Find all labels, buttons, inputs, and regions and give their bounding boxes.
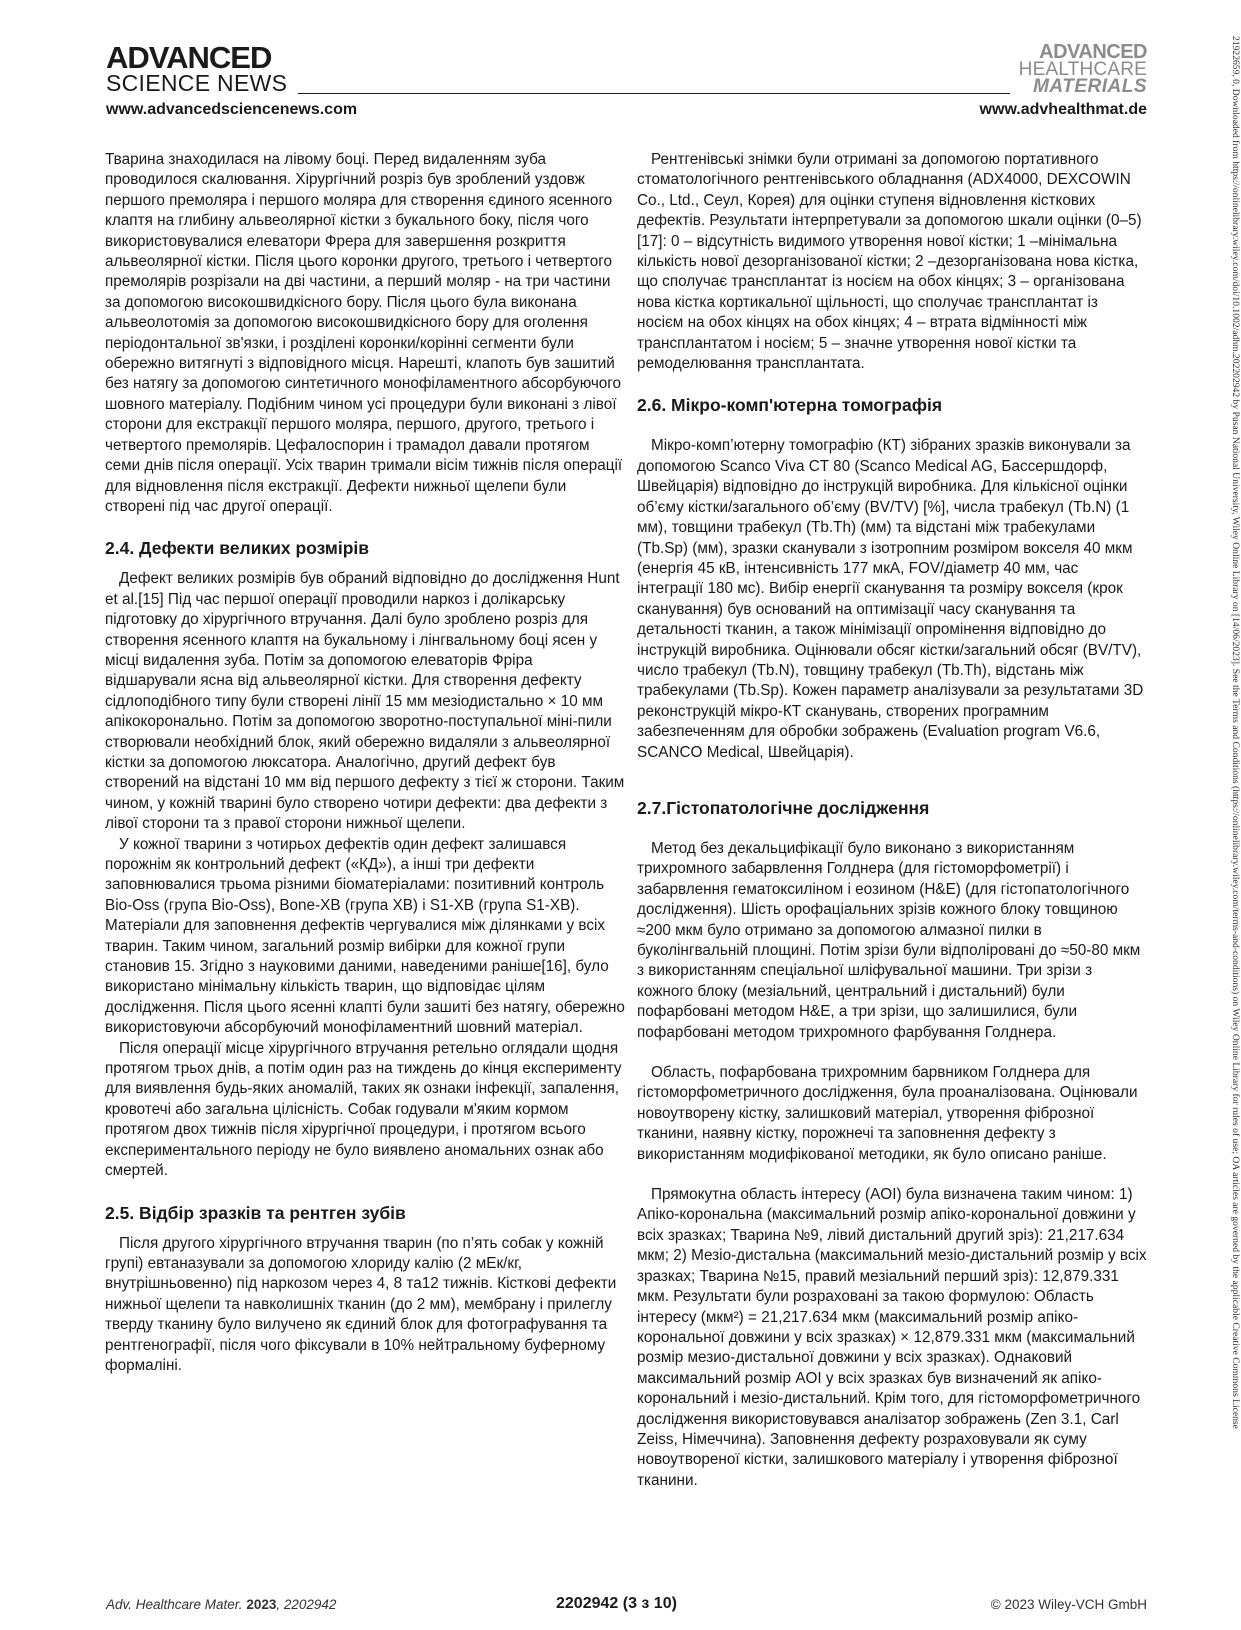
footer-year: 2023 (246, 1597, 277, 1612)
section-2-4-paragraph-1: Дефект великих розмірів був обраний відповідно до дослідження Hunt et al.[15] Під час першої операції проводили наркоз і долікарську підготовку до хірургічного втручання. Далі було зроблено розріз для створення ясенного клаптя на букальному і лінгвальному боці ясен у місці видалення зуба. Потім за допомогою елеваторів Фріра відшарували ясна від альвеолярної кістки. Для створення дефекту сідлоподібного типу були створені лінії 15 мм мезіодистально × 10 мм апікокоронально. Потім за допомогою зворотно-поступальної міні-пили створювали необхідний блок, який обережно видаляли з альвеолярної кістки за допомогою люксатора. Аналогічно, другий дефект був створений на відстані 10 мм від першого дефекту з тієї ж сторони. Таким чином, у кожній тварині було створено чотири дефекти: два дефекти з лівої сторони та з правої сторони нижньої щелепи. (105, 570, 625, 833)
section-2-4-paragraph-3: Після операції місце хірургічного втручання ретельно оглядали щодня протягом трьох днів, а потім один раз на тиждень до кінця експерименту для виявлення будь-яких аномалій, таких як ознаки інфекції, запалення, кровотечі або загальна цілісність. Собак годували м'яким кормом протягом двох тижнів після хірургічної процедури, і протягом всього експериментального періоду не було виявлено аномальних ознак або смертей. (105, 1039, 622, 1180)
footer-article-id: , 2202942 (276, 1597, 337, 1612)
footer-page-number: 2202942 (3 з 10) (556, 1595, 677, 1612)
footer-journal-name: Adv. Healthcare Mater. (106, 1597, 243, 1612)
journal-logo-line1: ADVANCED (1039, 41, 1147, 63)
journal-logo-line2: HEALTHCARE (1018, 59, 1147, 80)
header-rule (298, 93, 1010, 94)
section-2-7-paragraph-3: Прямокутна область інтересу (AOI) була визначена таким чином: 1) Апіко-корональна (максимальний розмір апіко-корональної довжини у всіх зразках; Тварина №9, лівий дистальний другий зріз): 21,217.634 мкм; 2) Мезіо-дистальна (максимальний мезіо-дистальний розмір у всіх зразках; Тварина №15, правий мезіальний перший зріз): 12,879.331 мкм. Результати були розраховані за такою формулою: Область інтересу (мкм²) = 21,217.634 мкм (максимальний розмір апіко-корональної довжини у всіх зразках) × 12,879.331 мкм (максимальний розмір мезио-дистальної довжини у всіх зразках). Однаковий максимальний розмір AOI у всіх зразках був визначений як апіко-корональний і мезіо-дистальний. Крім того, для гістоморфометричного дослідження використовувався аналізатор зображень (Zen 3.1, Carl Zeiss, Німеччина). Заповнення дефекту розраховували як суму новоутвореної кістки, залишкового матеріалу і утворення фіброзної тканини. (637, 1186, 1147, 1489)
publisher-logo-line2: SCIENCE NEWS (106, 70, 288, 96)
section-heading-2-4: 2.4. Дефекти великих розмірів (105, 538, 370, 559)
journal-url[interactable]: www.advhealthmat.de (979, 101, 1147, 118)
section-heading-2-5: 2.5. Відбір зразків та рентген зубів (105, 1202, 406, 1223)
section-2-7-paragraph-1: Метод без декальцифікації було виконано з використанням трихромного забарвлення Голднера (для гістоморфометрії) і забарвлення гематоксиліном і еозином (H&E) (для гістопатологічного дослідження). Шість орофаціальних зрізів кожного блоку товщиною ≈200 мкм було отримано за допомогою алмазної пилки в буколінгвальній площині. Потім зрізи були відполіровані до ≈50-80 мкм з використанням спеціальної шліфувальної машини. Три зрізи з кожного блоку (мезіальний, центральний і дистальний) були пофарбовані методом H&E, а три зрізи, що залишилися, були пофарбовані методом трихромного фарбування Голднера. (637, 839, 1141, 1041)
xray-paragraph: Рентгенівські знімки були отримані за допомогою портативного стоматологічного рентгенівського обладнання (ADX4000, DEXCOWIN Co., Ltd., Сеул, Корея) для оцінки ступеня відновлення кісткових дефектів. Результати інтерпретували за допомогою шкали оцінки (0–5) [17]: 0 – відсутність видимого утворення нової кістки; 1 –мінімальна кількість нової дезорганізованої кістки; 2 –дезорганізована нова кістка, що сполучає трансплантат із носієм на обох кінцях; 3 – організована нова кістка кортикальної щільності, що сполучає трансплантат із носієм на обох кінцях на обох кінцях; 4 – втрата відмінності між трансплантатом і носієм; 5 – значне утворення нової кістки та ремоделювання трансплантата. (637, 151, 1142, 373)
download-notice: 21922659, 0, Downloaded from https://onlinelibrary.wiley.com/doi/10.1002/adhm.202202942 by Pusan National University, Wiley Online Library on [14/06/2023]. See the Terms and Conditions (https://onlinelibrary.wiley.com/terms-and-conditions) on Wiley Online Library for rules of use; OA articles are governed by the applicable Creative Commons License (1230, 36, 1241, 1429)
section-2-7-paragraph-2: Область, пофарбована трихромним барвником Голднера для гістоморфометричного дослідження, була проаналізована. Оцінювали новоутворену кістку, залишковий матеріал, утворення фіброзної тканини, наявну кістку, порожнечі та заповнення дефекту з використанням модифікованої методики, як було описано раніше. (637, 1064, 1138, 1163)
publisher-url[interactable]: www.advancedsciencenews.com (106, 101, 358, 118)
left-column (105, 150, 625, 1376)
publisher-logo (106, 40, 288, 96)
publisher-logo-line1: ADVANCED (106, 40, 272, 75)
intro-paragraph: Тварина знаходилася на лівому боці. Перед видаленням зуба проводилося скалювання. Хірургічний розріз був зроблений уздовж першого премоляра і першого моляра для створення єдиного ясенного клаптя на глибину альвеолярної кістки з букального боку, після чого використовувалися елеватори Фрера для завершення розкриття альвеолярної кістки. Після цього коронки другого, третього і четвертого премолярів розрізали на дві частини, а перший моляр - на три частини за допомогою високошвидкісного бору. Після цього була виконана альвеолотомія за допомогою високошвидкісного бору для оголення періодонтальної зв'язки, і розділені коронки/корінні сегменти були обережно витягнуті з відповідного місця. Нарешті, клапоть був зашитий без натягу за допомогою синтетичного монофіламентного абсорбуючого шовного матеріалу. Подібним чином усі процедури були виконані з лівої сторони для екстракції першого моляра, першого, другого, третього і четвертого премолярів. Цефалоспорин і трамадол давали протягом семи днів після операції. Усіх тварин тримали вісім тижнів після операції для відновлення після екстракції. Дефекти нижньої щелепи були створені під час другої операції. (105, 151, 623, 515)
journal-logo-line3: MATERIALS (1033, 76, 1147, 97)
section-2-5-paragraph: Після другого хірургічного втручання тварин (по п’ять собак у кожній групі) евтаназували за допомогою хлориду калію (2 мЕк/кг, внутрішньовенно) під наркозом через 4, 8 та12 тижнів. Кісткові дефекти нижньої щелепи та навколишніх тканин (до 2 мм), мембрану і прилеглу тверду тканину було вилучено як єдиний блок для фотографування та рентгенографії, після чого фіксували в 10% нейтральному буферному формаліні. (105, 1234, 617, 1374)
section-2-4-paragraph-2: У кожної тварини з чотирьох дефектів один дефект залишався порожнім як контрольний дефект («КД»), а інші три дефекти заповнювалися трьома різними біоматеріалами: позитивний контроль Bio-Oss (група Bio-Oss), Bone-XB (група XB) і S1-XB (група S1-XB). Матеріали для заповнення дефектів чергувалися між ділянками у всіх тварин. Таким чином, загальний розмір вибірки для кожної групи становив 15. Згідно з науковими даними, наведеними раніше[16], було використано мінімальну кількість тварин, що відповідає цілям дослідження. Після цього ясенні клапті були зашиті без натягу, обережно використовуючи абсорбуючий монофіламентний шовний матеріал. (105, 835, 625, 1037)
right-column (637, 150, 1147, 1491)
section-heading-2-6: 2.6. Мікро-комп'ютерна томографія (637, 395, 943, 416)
footer-citation (106, 1597, 336, 1612)
section-heading-2-7: 2.7.Гістопатологічне дослідження (637, 797, 930, 818)
section-2-6-paragraph: Мікро-комп’ютерну томографію (КТ) зібраних зразків виконували за допомогою Scanco Viva CT 80 (Scanco Medical AG, Бассершдорф, Швейцарія) відповідно до інструкцій виробника. Для кількісної оцінки об’єму кістки/загального об’єму (BV/TV) [%], числа трабекул (Tb.N) (1 мм), товщини трабекул (Tb.Th) (мм) та відстані між трабекулами (Tb.Sp) (мм), зразки сканували з ізотропним розміром вокселя 40 мкм (енергія 45 кВ, інтенсивність 177 мкА, FOV/діаметр 40 мм, час інтеграції 180 мс). Вибір енергії сканування та розміру вокселя (крок сканування) був оснований на оптимізації часу сканування та детальності тканин, а також мінімізації опромінення відповідно до інструкцій виробника. Оцінювали обсяг кістки/загальний обсяг (BV/TV), число трабекул (Tb.N), товщину трабекул (Tb.Th), відстань між трабекулами (Tb.Sp). Кожен параметр аналізували за результатами 3D реконструкцій мікро-КТ сканувань, створених програмним забезпеченням для обробки зображень (Evaluation program V6.6, SCANCO Medical, Швейцарія). (637, 437, 1144, 761)
journal-logo (1018, 41, 1147, 97)
footer-copyright: © 2023 Wiley-VCH GmbH (990, 1597, 1147, 1612)
